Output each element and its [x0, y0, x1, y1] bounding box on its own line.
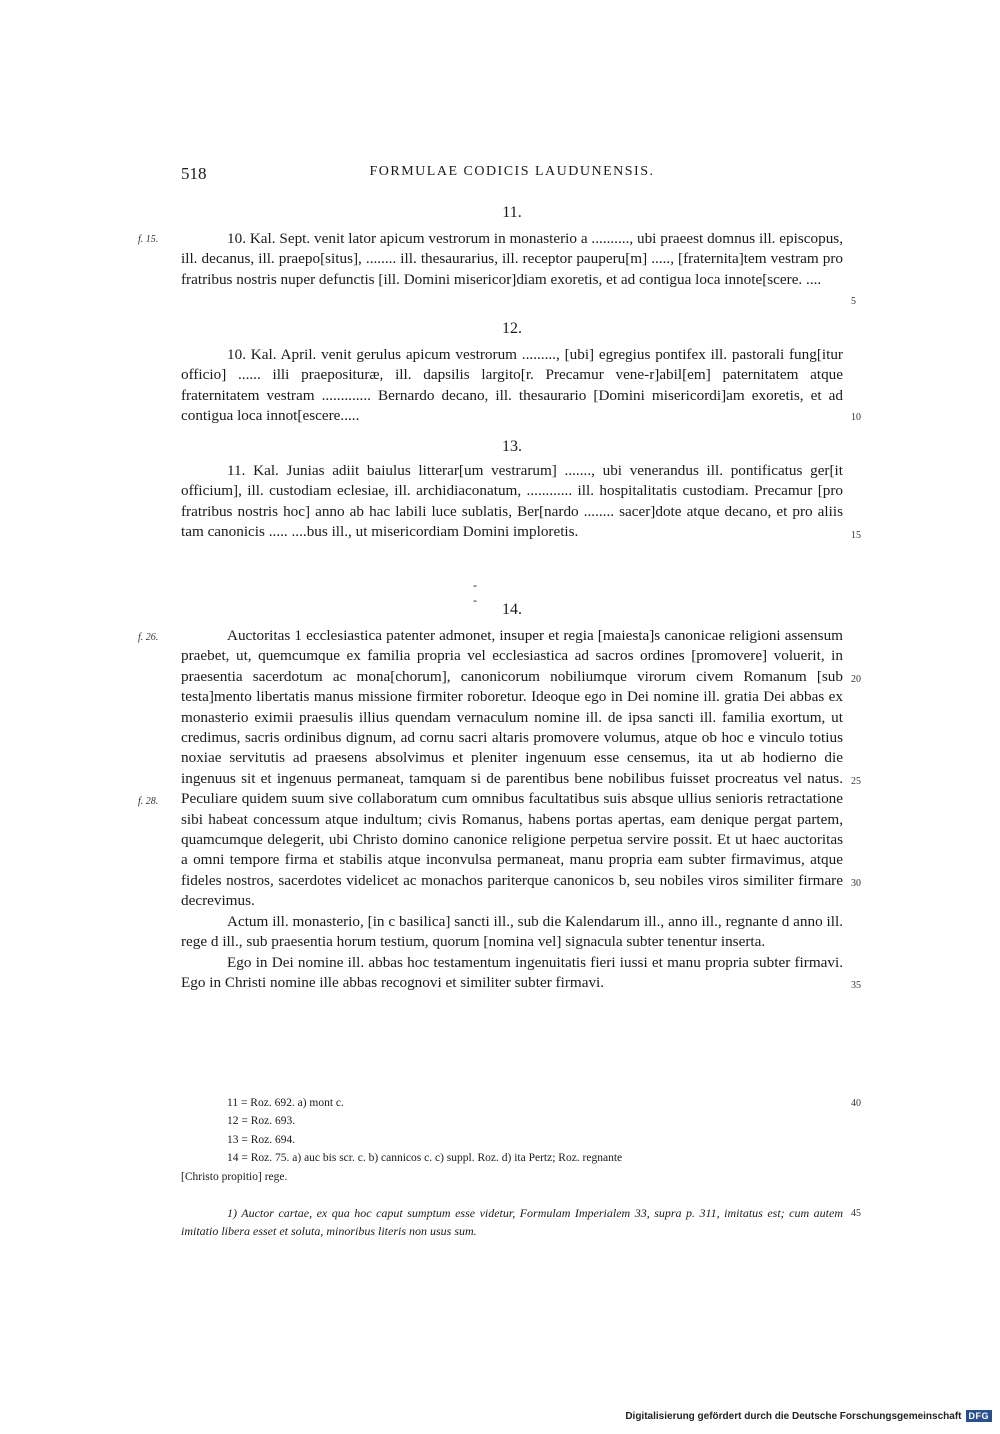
line-number: 5 [851, 296, 856, 307]
line-number: 45 [851, 1208, 861, 1219]
line-number: 20 [851, 674, 861, 685]
page-number: 518 [181, 164, 207, 183]
line-number: 10 [851, 412, 861, 423]
margin-ref: f. 28. [138, 796, 159, 807]
margin-ref: f. 26. [138, 632, 159, 643]
page-header [181, 164, 843, 188]
apparatus-line: 11 = Roz. 692. a) mont c. [227, 1097, 344, 1109]
footnote: 1) Auctor cartae, ex qua hoc caput sumptum esse videtur, Formulam Imperialem 33, supra p. 311, imitatus est; cum autem imitatio libera esset et soluta, minoribus literis non usus sum. [181, 1206, 843, 1239]
digitization-credit [625, 1410, 992, 1422]
critical-apparatus [181, 1094, 843, 1186]
line-number: 40 [851, 1098, 861, 1109]
section-number-13: 13. [502, 438, 522, 455]
line-number: 35 [851, 980, 861, 991]
section-number-14: 14. [502, 601, 522, 618]
dfg-logo-icon: DFG [966, 1410, 993, 1422]
apparatus-line: 14 = Roz. 75. a) auc bis scr. c. b) cannicos c. c) suppl. Roz. d) ita Pertz; Roz. regnante [227, 1152, 623, 1165]
line-number: 15 [851, 530, 861, 541]
apparatus-line: 13 = Roz. 694. [227, 1133, 296, 1146]
apparatus-line: 12 = Roz. 693. [227, 1115, 296, 1128]
section-divider: - - [473, 578, 483, 607]
running-title: FORMULAE CODICIS LAUDUNENSIS. [369, 164, 655, 179]
section-text-14: Auctoritas 1 ecclesiastica patenter admonet, insuper et regia [maiesta]s canonicae religioni assensum praebet, ut, quemcumque ex familia propria vel ecclesiastica ad sacros ordines [promovere] voluerit, in praesentia sacerdotum ac mona[chorum], canonicorum nobiliumque virorum civem Romanum [sub testa]mento libertatis manus missione firmiter roboretur. Ideoque ego in Dei nomine ill. gratia Dei abbas ex monasterio eximii praesulis illius quendam vernaculum nomine ill. de ipsa sancti ill. familia exortum, ut credimus, sacris ordinibus dignum, ad cornu sacri altaris promovere volumus, atque ob hoc e vinculo totius noxiae servitutis ad praesens absolvimus et pleniter ingenuum esse censemus, ita ut ab hodierno die ingenuus sit et ingenuus permaneat, tamquam si de parentibus bene nobilibus fuisset procreatus vel natus. Peculiare quidem suum sive collaboratum cum omnibus facultatibus suis absque ullius senioris retractatione sibi habeat concessum atque indultum; civis Romanus, habens portas apertas, eam denique pergat partem, quamcumque delegerit, ubi Christo domino canonice religione perpetua servire possit. Et ut haec auctoritas a omni tempore firma et stabilis atque inconvulsa permaneat, manu propria eam subter firmavimus, atque fideles nostros, sacerdotes videlicet ac monachos pariterque canonicos b, seu nobiles viros similiter firmare decrevimus. Actum ill. monasterio, [in c basilica] sancti ill., sub die Kalendarum ill., anno ill., regnante d anno ill. rege d ill., sub praesentia horum testium, quorum [nomina vel] signacula subter tenentur inserta. Ego in Dei nomine ill. abbas hoc testamentum ingenuitatis fieri iussi et manu propria subter firmavi. Ego in Christi nomine ille abbas recognovi et similiter subter firmavi. [181, 627, 843, 991]
credit-text: Digitalisierung gefördert durch die Deutsche Forschungsgemeinschaft [625, 1410, 962, 1422]
section-text-12: 10. Kal. April. venit gerulus apicum vestrorum ........., [ubi] egregius pontifex ill. pastorali fung[itur officio] ...... illi praeposituræ, ill. dapsilis largito[r. Precamur vene-r]abil[em] paternitatem atque fraternitatem vestram ............. Bernardo decano, ill. thesaurario [Domini misericordi]am exoretis, et ad contigua loca innot[escere..... [181, 346, 843, 425]
line-number: 30 [851, 878, 861, 889]
apparatus-line: [Christo propitio] rege. [181, 1170, 288, 1183]
section-number-11: 11. [502, 204, 522, 221]
section-text-11: 10. Kal. Sept. venit lator apicum vestrorum in monasterio a .........., ubi praeest domnus ill. episcopus, ill. decanus, ill. praepo[situs], ........ ill. thesaurarius, ill. receptor pauperu[m] ....., [fraternita]tem vestram pro fratribus nostris nuper defunctis [ill. Domini misericor]diam exoretis, et ad contigua loca innote[scere. .... [181, 230, 843, 288]
section-text-13: 11. Kal. Junias adiit baiulus litterar[um vestrarum] ......., ubi venerandus ill. pontificatus ger[it officium], ill. custodiam eclesiae, ill. archidiaconatum, ............ ill. hospitalitatis custodiam. Precamur [pro fratribus nostris hoc] anno ab hac labili luce sublatis, Ber[nardo ........ sacer]dote atque decano, et pro aliis tam canonicis ..... ....bus ill., ut misericordiam Domini imploretis. [181, 462, 843, 541]
line-number: 25 [851, 776, 861, 787]
margin-ref: f. 15. [138, 234, 159, 245]
section-number-12: 12. [502, 320, 522, 337]
